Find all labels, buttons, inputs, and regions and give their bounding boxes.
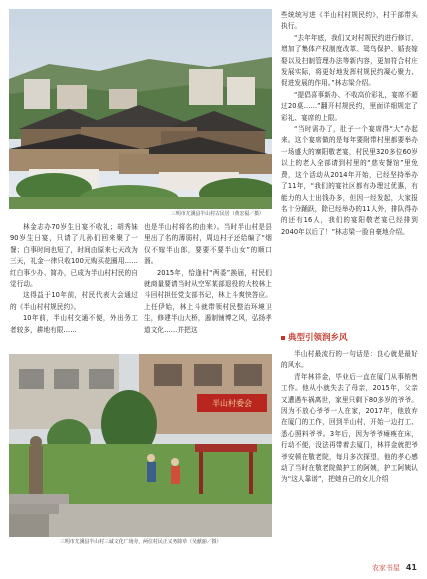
- paragraph: 10年前，半山村交通不便，外出务工者较多，耕地有限……: [10, 314, 138, 334]
- paragraph: 林金志办70岁生日宴不收礼；胡秀妹90岁生日宴，只请了儿孙们回来聚了一餐；白事时间也短了，时间由原来七天改为三天，礼金一律只收100元购买花圈用……红白事少办、简办，已成为半山村村民的自觉行动。: [10, 223, 138, 289]
- village-houses-photo: [9, 9, 272, 209]
- paragraph: 这得益于10年前，村民代表大会通过的《半山村村规民约》。: [10, 291, 138, 311]
- village-committee-sign: 半山村委会: [212, 399, 252, 408]
- section-title: 典型引领润乡风: [288, 333, 348, 343]
- page-number: 41: [405, 563, 417, 572]
- section-marker-icon: [281, 336, 285, 340]
- paragraph: “当时需办了，肚子一个宴席得“大”办起来。这个宴席做的是每年要附带村里都要举办一场盛大的寨阳敬老宴，村民里320多位60岁以上的老人全部请到村里的“慈安餐馆”里免费，这个活动从2014年开始，已经坚持举办了11年，“我们的宴社区都有办理过优惠，有能力的人士出钱办多，但因一经发起，大家报名十分踊跃，除已经举办的11人外，排队得办的还有16人，我们的宴阳敬老宴已经排到2040年以后了！”林志梁一脸自豪地介绍。: [281, 125, 418, 236]
- villagers-weeding-photo: [9, 354, 272, 537]
- paragraph: “提倡喜事新办、不收高价彩礼，宴席不超过20桌……”翻开村规民约，里面详细规定了彩礼、宴席的上限。: [281, 90, 419, 122]
- text-column-right-bottom: [281, 349, 418, 486]
- page-footer: [372, 563, 417, 573]
- photo2-caption: 三明市尤溪县半山村三诚文化广场旁，两位村民正义务除草（吴献丽／摄）: [60, 539, 222, 545]
- photo1-caption: 三明市尤溪县半山村古民居（黄宏福／摄）: [171, 211, 264, 217]
- paragraph: 半山村最流行的一句话是：良心就是最好的风水。: [281, 350, 418, 370]
- paragraph: 也是半山村将名的由来）。当时半山村是县里出了名的薄弱村，周边村子还给编了“烟仅不嫁半山郎，要要不要半山女”的顺口溜。: [144, 223, 272, 266]
- villagers-weeding-image: [9, 354, 272, 537]
- village-houses-image: [9, 9, 272, 209]
- text-column-left: [10, 222, 138, 336]
- paragraph: “去年年底，我们又对村规民约进行修订，增加了集体产权制度改革、鸳鸟保护、婚丧嫁娶以及扫制管理办法等新内容，更加符合村庄发展实际，将更好地发挥村规民约凝心聚力、促进发展的作用。”林志梁介绍。: [281, 33, 419, 88]
- paragraph: 青年林祥金，毕业后一直在厦门从事销售工作。他从小就失去了母亲，2015年，父亲又遭遇车祸离世，家里只剩下80多岁的爷爷。因为不放心爷爷一人在家，2017年，他放弃在厦门的工作，回到半山村，开始一边打工、悉心照料爷爷。3年后，因为爷爷瘫痪在床，行动不便，没法再带着去厦门，林祥金就把爷爷安顿在敬老院，每月多次探望，他的孝心感动了当时在敬老院做护工的阿姨，护工阿姨认为“这人靠谱”，把她自己的女儿介绍: [281, 372, 418, 484]
- paragraph: 些统统写进《半山村村规民约》，村干部带头执行。: [281, 11, 418, 31]
- magazine-name: 农家书屋: [371, 564, 400, 572]
- text-column-right-top: [281, 10, 418, 238]
- section-heading: [281, 331, 348, 343]
- text-column-middle: [144, 222, 272, 336]
- paragraph: 2015年，恰逢村“两委”换届，村民们就商量要请当时从空军某部退役的大校林上斗回村担任党支部书记，林上斗爽快答应。上任伊始，林上斗就带领村民整治环境卫生，修建半山大桥，遏制铺博之风，弘扬孝道文化……并把这: [144, 268, 272, 334]
